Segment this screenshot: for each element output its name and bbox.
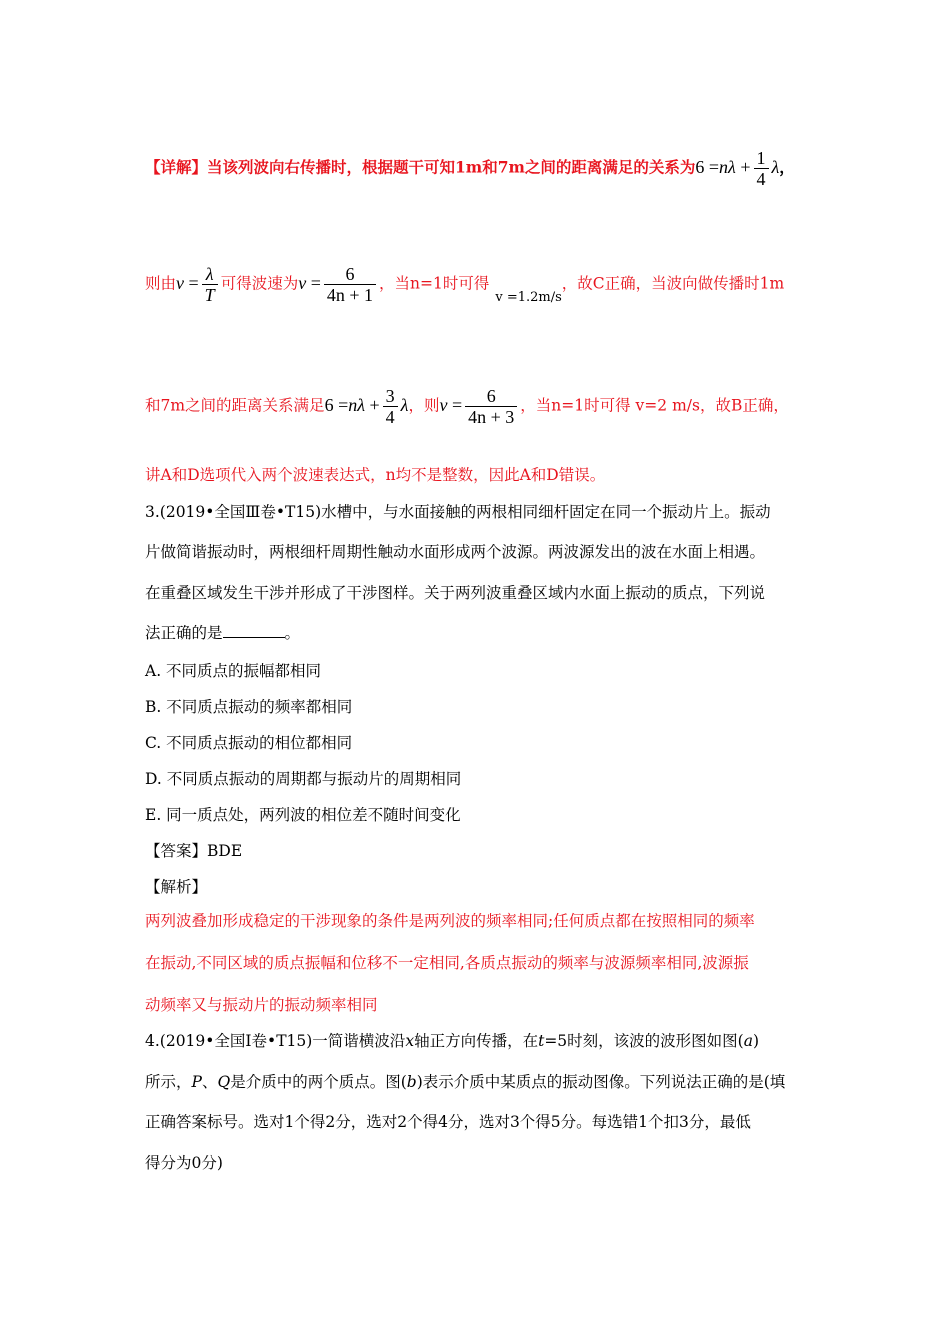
q3-line-1: 3.(2019•全国Ⅲ卷•T15)水槽中，与水面接触的两根相同细杆固定在同一个振动片上。振动 bbox=[145, 503, 771, 521]
eq1-plus: + bbox=[740, 156, 751, 177]
eq1-fraction bbox=[754, 148, 769, 189]
q4-l2-c: )表示介质中某质点的振动图像。下列说法正确的是(填 bbox=[416, 1073, 786, 1091]
eq4-frac-den: 4 bbox=[383, 406, 398, 427]
q4-l1-d: ) bbox=[752, 1032, 760, 1050]
detail-line-1 bbox=[145, 148, 795, 189]
detail-l2-a: 则由 bbox=[145, 274, 177, 293]
q3-option-b: B. 不同质点振动的频率都相同 bbox=[145, 698, 353, 716]
equation-1 bbox=[695, 148, 780, 189]
eq5-fraction bbox=[465, 386, 517, 427]
eq5-frac-num: 6 bbox=[486, 386, 496, 406]
detail-l2-b: 可得波速为 bbox=[220, 274, 299, 293]
detail-line-3 bbox=[145, 386, 789, 427]
eq3-fraction bbox=[324, 264, 376, 305]
q4-sep: 、 bbox=[201, 1073, 218, 1091]
eq4-n: n bbox=[348, 394, 358, 415]
q4-line-2 bbox=[145, 1071, 785, 1093]
detail-l1-end: ， bbox=[779, 157, 795, 177]
q4-x: x bbox=[405, 1032, 415, 1050]
eq3-frac-num: 6 bbox=[345, 264, 355, 284]
equation-4 bbox=[324, 386, 409, 427]
eq1-frac-num: 1 bbox=[756, 148, 766, 168]
q3-option-a: A. 不同质点的振幅都相同 bbox=[145, 662, 322, 680]
detail-l2-c: ，当n=1时可得 bbox=[379, 274, 490, 293]
q4-fig-b: b bbox=[406, 1073, 417, 1091]
q4-t: t bbox=[538, 1032, 545, 1050]
detail-line-4: 讲A和D选项代入两个波速表达式，n均不是整数，因此A和D错误。 bbox=[145, 466, 606, 484]
q3-line-4 bbox=[145, 622, 300, 644]
eq1-lhs: 6 = bbox=[695, 156, 720, 177]
eq1-lambda2: λ bbox=[771, 156, 780, 177]
q3-analysis-line-2: 在振动,不同区域的质点振幅和位移不一定相同,各质点振动的频率与波源频率相同,波源振 bbox=[145, 954, 749, 972]
q3-analysis-line-3: 动频率又与振动片的振动频率相同 bbox=[145, 996, 378, 1014]
q4-l1-a: 4.(2019•全国Ⅰ卷•T15)一简谐横波沿 bbox=[145, 1032, 406, 1050]
q3-analysis-line-1: 两列波叠加形成稳定的干涉现象的条件是两列波的频率相同;任何质点都在按照相同的频率 bbox=[145, 912, 755, 930]
eq3-eq: = bbox=[310, 272, 321, 293]
q4-line-4: 得分为0分) bbox=[145, 1154, 223, 1172]
q3-option-e: E. 同一质点处，两列波的相位差不随时间变化 bbox=[145, 806, 461, 824]
detail-line-2 bbox=[145, 264, 784, 305]
q3-option-c: C. 不同质点振动的相位都相同 bbox=[145, 734, 353, 752]
detail-l3-c: ，当n=1时可得 v=2 m/s，故B正确， bbox=[520, 396, 789, 415]
eq2-v: v bbox=[176, 272, 185, 293]
q4-l2-b: 是介质中的两个质点。图( bbox=[230, 1073, 407, 1091]
eq2-eq: = bbox=[188, 272, 199, 293]
eq3-frac-den: 4n + 1 bbox=[324, 284, 376, 305]
detail-l3-a: 和7m之间的距离关系满足 bbox=[145, 396, 325, 415]
eq5-v: v bbox=[439, 394, 448, 415]
eq3-v: v bbox=[298, 272, 307, 293]
equation-3 bbox=[298, 264, 379, 305]
eq2-frac-num: λ bbox=[205, 264, 214, 284]
detail-text-1: 当该列波向右传播时，根据题干可知1m和7m之间的距离满足的关系为 bbox=[207, 157, 696, 177]
equation-2 bbox=[176, 264, 221, 305]
q4-fig-a: a bbox=[743, 1032, 753, 1050]
equation-5 bbox=[439, 386, 520, 427]
q3-line-2: 片做简谐振动时，两根细杆周期性触动水面形成两个波源。两波源发出的波在水面上相遇。 bbox=[145, 543, 766, 561]
eq5-eq: = bbox=[451, 394, 463, 415]
q3-l4-b: 。 bbox=[284, 624, 301, 642]
detail-l2-result: v =1.2m/s bbox=[495, 289, 562, 305]
q4-l2-a: 所示， bbox=[145, 1073, 192, 1091]
q4-l1-b: 轴正方向传播，在 bbox=[414, 1032, 539, 1050]
eq4-lambda: λ bbox=[357, 394, 366, 415]
detail-l2-d: ，故C正确，当波向做传播时1m bbox=[561, 274, 785, 293]
q4-l1-c: =5时刻，该波的波形图如图( bbox=[544, 1032, 744, 1050]
eq4-lambda2: λ bbox=[400, 394, 409, 415]
q3-answer: 【答案】BDE bbox=[145, 842, 243, 860]
eq4-lhs: 6 = bbox=[324, 394, 349, 415]
eq1-lambda: λ bbox=[728, 156, 736, 177]
detail-label: 【详解】 bbox=[145, 157, 208, 177]
q4-line-3: 正确答案标号。选对1个得2分，选对2个得4分，选对3个得5分。每选错1个扣3分，最低 bbox=[145, 1113, 751, 1131]
eq4-frac-num: 3 bbox=[385, 386, 395, 406]
answer-blank bbox=[223, 623, 285, 638]
q3-l4-a: 法正确的是 bbox=[145, 624, 223, 642]
eq5-frac-den: 4n + 3 bbox=[465, 406, 517, 427]
q3-line-3: 在重叠区域发生干涉并形成了干涉图样。关于两列波重叠区域内水面上振动的质点，下列说 bbox=[145, 584, 766, 602]
q3-analysis-label: 【解析】 bbox=[145, 878, 208, 896]
eq1-n: n bbox=[719, 156, 729, 177]
eq1-frac-den: 4 bbox=[754, 168, 769, 189]
eq2-frac-den: T bbox=[202, 284, 218, 305]
eq4-fraction bbox=[383, 386, 398, 427]
detail-l3-b: ，则 bbox=[408, 396, 440, 415]
q4-line-1 bbox=[145, 1030, 759, 1052]
eq2-fraction bbox=[202, 264, 218, 305]
q4-q: Q bbox=[217, 1073, 231, 1091]
q4-p: P bbox=[191, 1073, 202, 1091]
q3-option-d: D. 不同质点振动的周期都与振动片的周期相同 bbox=[145, 770, 462, 788]
eq4-plus: + bbox=[369, 394, 380, 415]
